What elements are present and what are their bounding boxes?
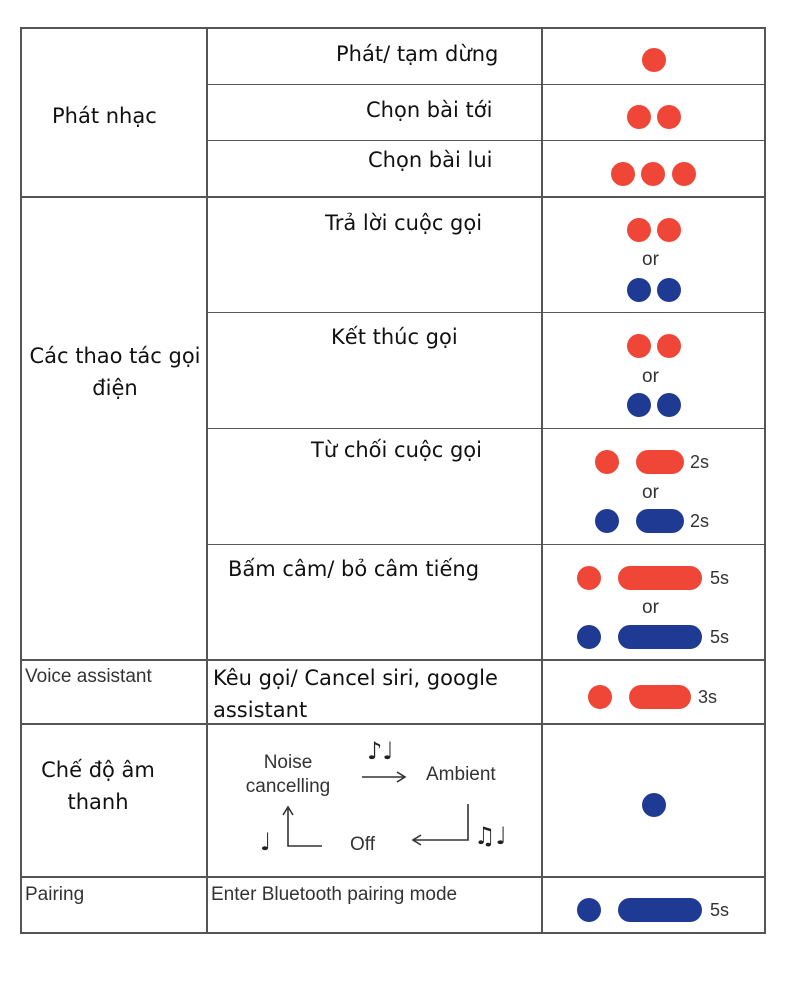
hold-duration-label: 5s — [710, 900, 730, 920]
left-tap-dot — [657, 105, 681, 129]
group-label-calls: Các thao tác gọi điện — [29, 344, 201, 400]
action-next-track: Chọn bài tới — [366, 98, 493, 122]
action-prev-track: Chọn bài lui — [368, 148, 493, 172]
right-tap-dot — [627, 278, 651, 302]
left-hold-bar — [618, 566, 702, 590]
action-reject-call: Từ chối cuộc gọi — [311, 438, 482, 462]
mode-cycle-arrows — [206, 724, 542, 876]
mode-off: Off — [350, 834, 375, 855]
action-end-call: Kết thúc gọi — [331, 325, 458, 349]
row-divider — [20, 659, 766, 661]
group-label-voice: Voice assistant — [25, 666, 152, 687]
right-tap-dot — [577, 898, 601, 922]
right-hold-bar — [636, 509, 684, 533]
left-tap-dot — [627, 105, 651, 129]
row-divider — [20, 876, 766, 878]
row-divider — [206, 140, 766, 141]
left-tap-dot — [657, 334, 681, 358]
right-tap-dot — [657, 278, 681, 302]
action-mute: Bấm câm/ bỏ câm tiếng — [228, 557, 480, 581]
left-tap-dot — [595, 450, 619, 474]
or-label: or — [642, 249, 659, 270]
hold-duration-label: 5s — [710, 568, 730, 588]
music-note-icon: ♫♩ — [474, 822, 507, 850]
right-tap-dot — [642, 793, 666, 817]
action-pairing: Enter Bluetooth pairing mode — [211, 884, 458, 905]
right-tap-dot — [577, 625, 601, 649]
right-tap-dot — [657, 393, 681, 417]
action-play-pause: Phát/ tạm dừng — [336, 42, 499, 66]
or-label: or — [642, 482, 659, 503]
action-voice-assistant: Kêu gọi/ Cancel siri, google assistant — [213, 666, 498, 722]
table-border-right — [764, 27, 766, 934]
left-tap-dot — [627, 218, 651, 242]
left-tap-dot — [611, 162, 635, 186]
group-label-music: Phát nhạc — [52, 104, 157, 128]
music-note-icon: ♪♩ — [367, 737, 394, 765]
left-tap-dot — [577, 566, 601, 590]
table-border-top — [20, 27, 766, 29]
left-tap-dot — [642, 48, 666, 72]
mode-ambient: Ambient — [426, 764, 496, 785]
right-hold-bar — [618, 625, 702, 649]
left-tap-dot — [588, 685, 612, 709]
row-divider — [206, 544, 766, 545]
left-tap-dot — [657, 218, 681, 242]
right-hold-bar — [618, 898, 702, 922]
arrow-right-icon — [362, 772, 405, 782]
arrow-left-icon — [413, 804, 468, 845]
left-tap-dot — [627, 334, 651, 358]
table-border-left — [20, 27, 22, 934]
hold-duration-label: 5s — [710, 627, 730, 647]
group-label-sound-mode: Chế độ âm thanh — [41, 758, 155, 814]
hold-duration-label: 2s — [690, 452, 710, 472]
hold-duration-label: 2s — [690, 511, 710, 531]
left-hold-bar — [636, 450, 684, 474]
mode-noise-cancelling: Noise cancelling — [245, 752, 331, 797]
row-divider — [206, 312, 766, 313]
music-note-icon: ♩ — [260, 828, 272, 856]
right-tap-dot — [595, 509, 619, 533]
arrow-up-icon — [283, 807, 322, 846]
or-label: or — [642, 597, 659, 618]
row-divider — [206, 428, 766, 429]
action-answer-call: Trả lời cuộc gọi — [325, 211, 483, 235]
hold-duration-label: 3s — [698, 687, 718, 707]
or-label: or — [642, 366, 659, 387]
left-tap-dot — [672, 162, 696, 186]
right-tap-dot — [627, 393, 651, 417]
left-tap-dot — [641, 162, 665, 186]
group-label-pairing: Pairing — [25, 884, 85, 905]
table-border-bottom — [20, 932, 766, 934]
row-divider — [20, 196, 766, 198]
row-divider — [206, 84, 766, 85]
left-hold-bar — [629, 685, 691, 709]
